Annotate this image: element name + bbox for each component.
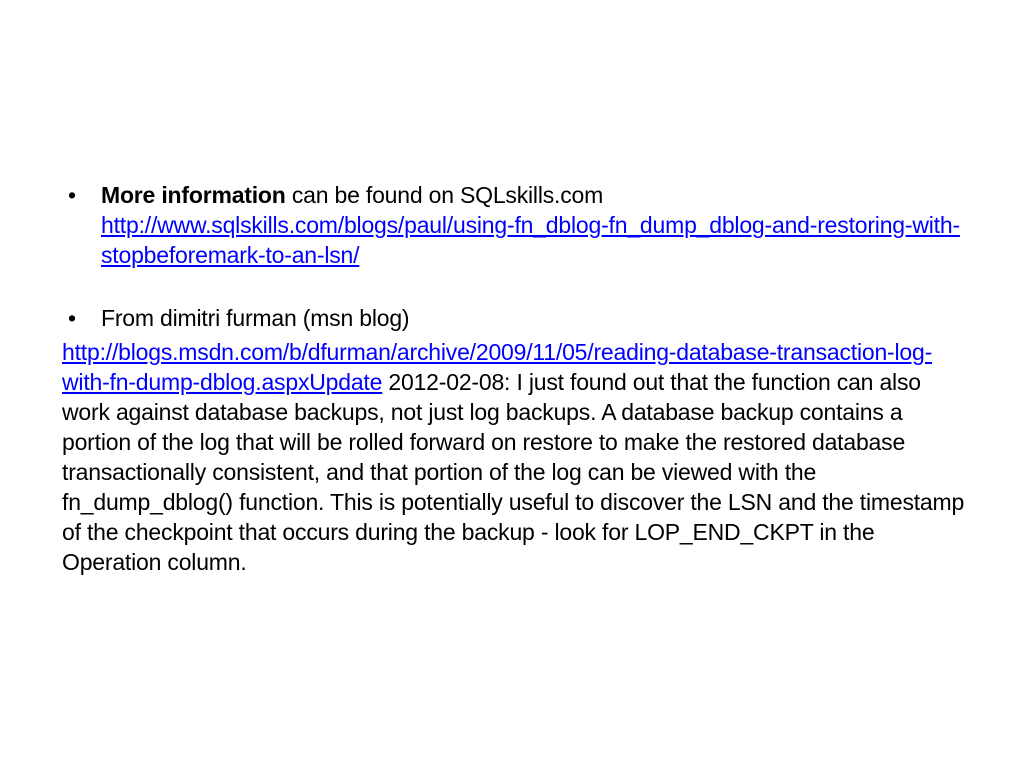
slide-content (62, 180, 967, 577)
bullet-item-dimitri (62, 303, 967, 333)
bullet-text: From dimitri furman (msn blog) (101, 305, 410, 331)
paragraph-text: 2012-02-08: I just found out that the function can also work against database backups, not just log backups. A database backup contains a portion of the log that will be rolled forward on restore to make the restored database transactionally consistent, and that portion of the log can be viewed with the fn_dump_dblog() function. This is potentially useful to discover the LSN and the timestamp of the checkpoint that occurs during the backup - look for LOP_END_CKPT in the Operation column. (62, 369, 965, 575)
bullet-item-more-information (62, 180, 967, 270)
bullet-icon: • (68, 305, 76, 331)
bullet-icon: • (68, 182, 76, 208)
blog-paragraph (62, 337, 967, 577)
spacer (62, 270, 967, 303)
msdn-blog-link[interactable]: http://blogs.msdn.com/b/dfurman/archive/2009/11/05/reading-database-transaction-log-with-fn-dump-dblog.aspxUpdate (62, 339, 933, 395)
bold-heading: More information (101, 182, 286, 208)
sqlskills-link[interactable]: http://www.sqlskills.com/blogs/paul/using-fn_dblog-fn_dump_dblog-and-restoring-with-stopbeforemark-to-an-lsn/ (101, 212, 960, 268)
bullet-text: can be found on SQLskills.com (285, 182, 604, 208)
